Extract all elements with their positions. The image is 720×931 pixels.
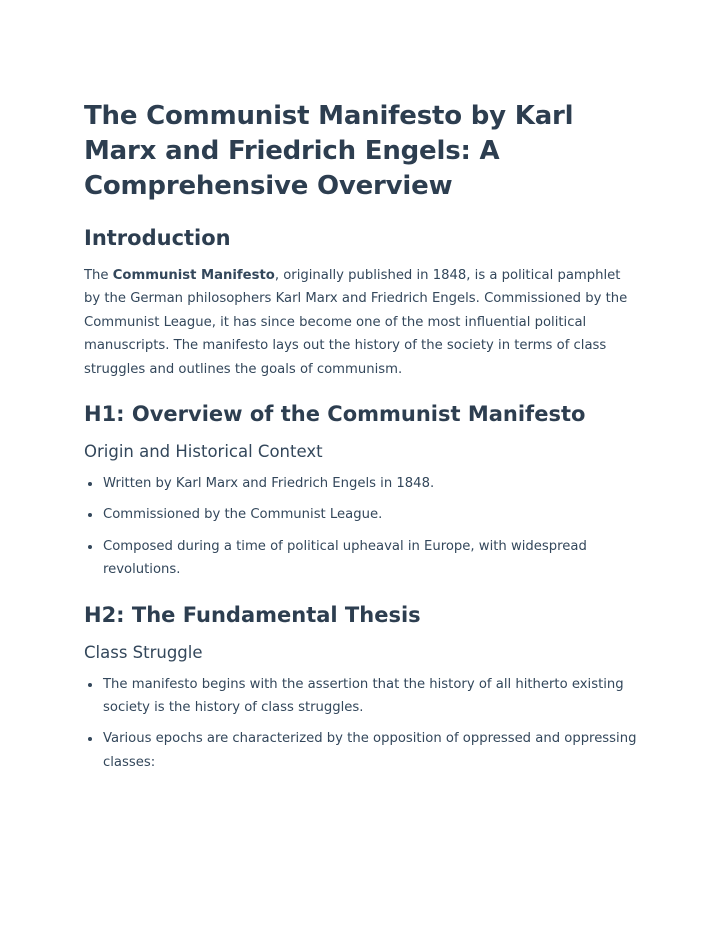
- intro-text-before: The: [84, 268, 113, 283]
- document-title: The Communist Manifesto by Karl Marx and Friedrich Engels: A Comprehensive Overview: [84, 101, 574, 201]
- list-item-text: Written by Karl Marx and Friedrich Engels in 1848.: [103, 476, 435, 492]
- list-item: [103, 535, 640, 582]
- subheading-class-struggle: Class Struggle: [84, 642, 203, 662]
- section-heading-thesis: H2: The Fundamental Thesis: [84, 602, 421, 627]
- list-item: [103, 673, 640, 720]
- bullet-list-origin: [84, 472, 640, 582]
- list-item-text: Composed during a time of political upheaval in Europe, with widespread revolutions.: [103, 538, 587, 578]
- bullet-dot-icon: [88, 513, 92, 517]
- list-item: [103, 503, 640, 526]
- bullet-list-class-struggle: [84, 673, 640, 775]
- bullet-dot-icon: [88, 482, 92, 486]
- subheading-origin: Origin and Historical Context: [84, 442, 323, 462]
- introduction-paragraph: [84, 264, 640, 381]
- bullet-dot-icon: [88, 683, 92, 687]
- list-item-text: The manifesto begins with the assertion that the history of all hitherto existing society is the history of class struggles.: [103, 676, 624, 716]
- intro-text-after: , originally published in 1848, is a political pamphlet by the German philosophers Karl Marx and Friedrich Engels. Commissioned by the Communist League, it has since become one of the most influential political manuscripts. The manifesto lays out the history of the society in terms of class struggles and outlines the goals of communism.: [84, 268, 628, 377]
- list-item: [103, 727, 640, 774]
- introduction-heading: Introduction: [84, 226, 231, 250]
- list-item: [103, 472, 640, 495]
- list-item-text: Various epochs are characterized by the opposition of oppressed and oppressing classes:: [103, 731, 637, 770]
- bullet-dot-icon: [88, 545, 92, 549]
- section-heading-overview: H1: Overview of the Communist Manifesto: [84, 402, 586, 427]
- list-item-text: Commissioned by the Communist League.: [103, 507, 383, 523]
- intro-text-bold: Communist Manifesto: [112, 268, 275, 283]
- bullet-dot-icon: [88, 737, 92, 741]
